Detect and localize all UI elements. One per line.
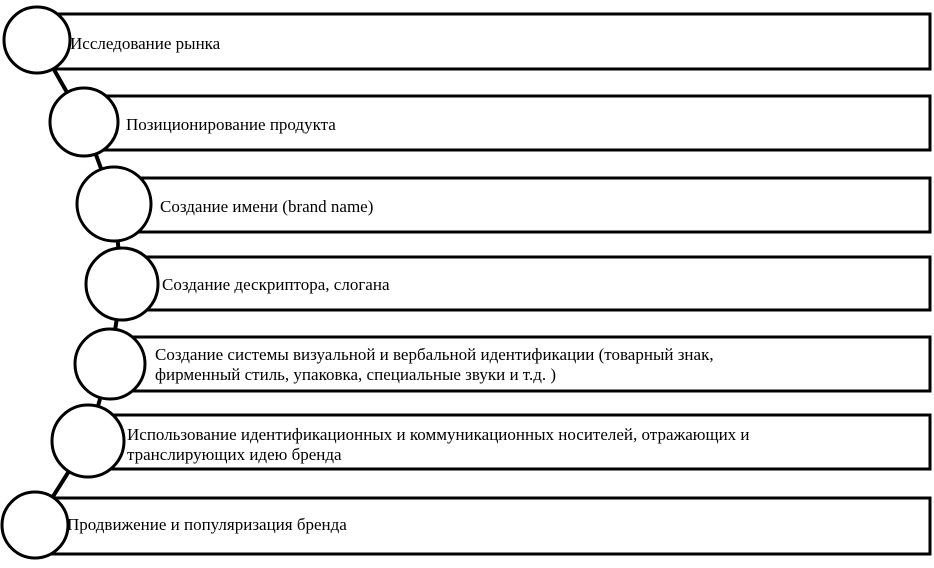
step-circle <box>75 329 145 399</box>
step-label: Исследование рынка <box>70 34 221 53</box>
step-circle <box>50 88 118 156</box>
step-label: транслирующих идею бренда <box>127 445 342 464</box>
step-circle <box>4 7 70 73</box>
step-label: Использование идентификационных и коммуникационных носителей, отражающих и <box>127 425 750 444</box>
step-circles <box>2 7 158 558</box>
step-circle <box>77 167 151 241</box>
step-label: фирменный стиль, упаковка, специальные звуки и т.д. ) <box>155 365 557 384</box>
step-label: Позиционирование продукта <box>126 115 336 134</box>
step-label: Создание системы визуальной и вербальной идентификации (товарный знак, <box>155 345 714 364</box>
step-circle <box>2 492 68 558</box>
step-circle <box>52 405 124 477</box>
step-label: Продвижение и популяризация бренда <box>67 515 347 534</box>
step-label: Создание дескриптора, слогана <box>162 275 390 294</box>
step-circle <box>86 248 158 320</box>
step-label: Создание имени (brand name) <box>160 197 374 216</box>
